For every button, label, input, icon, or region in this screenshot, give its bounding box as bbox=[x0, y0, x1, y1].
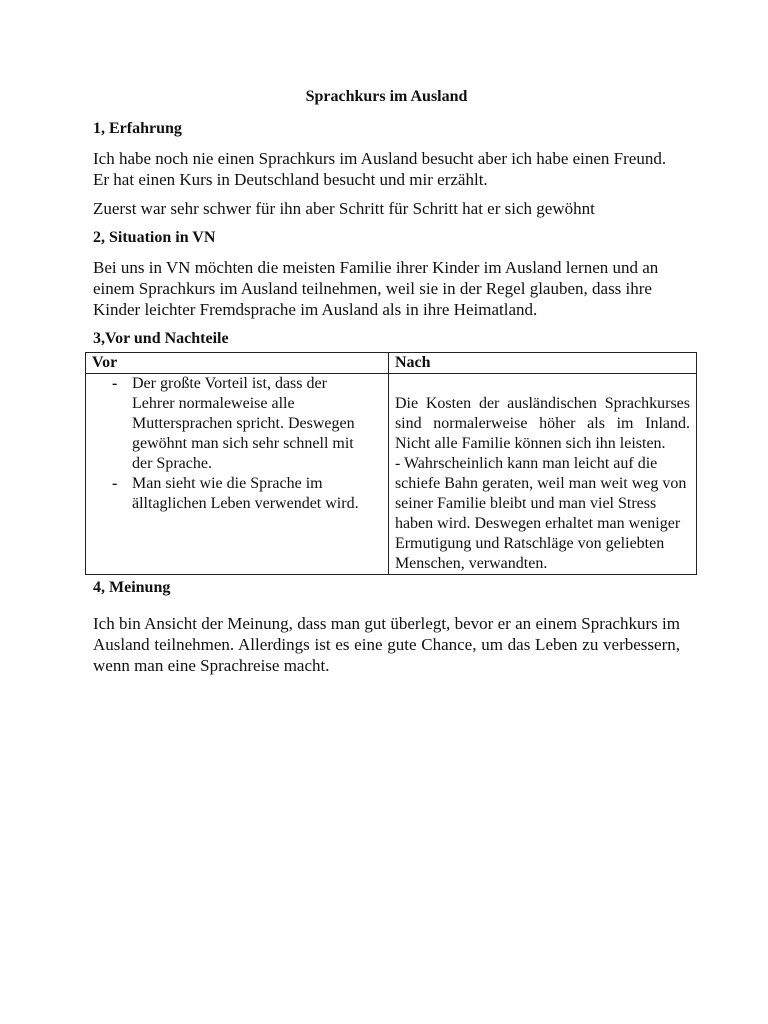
nach-paragraph-2: - Wahrscheinlich kann man leicht auf die schiefe Bahn geraten, weil man weit weg von seiner Familie bleibt und man viel Stress haben wird. Deswegen erhaltet man weniger Ermutigung und Ratschläge von geliebten Menschen, verwandten. bbox=[394, 455, 687, 572]
section-heading-meinung: 4, Meinung bbox=[93, 579, 171, 596]
situation-paragraph: Bei uns in VN möchten die meisten Familie ihrer Kinder im Ausland lernen und an einem Sprachkurs im Ausland teilnehmen, weil sie in der Regel glauben, dass ihre Kinder leichter Fremdsprache im Ausland als in ihre Heimatland. bbox=[93, 258, 659, 319]
section-heading-situation: 2, Situation in VN bbox=[93, 229, 216, 246]
document-title: Sprachkurs im Ausland bbox=[305, 88, 468, 105]
table-header-nach: Nach bbox=[388, 353, 696, 374]
table-row bbox=[86, 374, 697, 575]
table-header-row bbox=[86, 353, 697, 374]
vor-nach-table bbox=[85, 352, 697, 575]
section-heading-vor-nachteile: 3,Vor und Nachteile bbox=[93, 330, 229, 347]
table-header-vor: Vor bbox=[86, 353, 389, 374]
erfahrung-paragraph-2: Zuerst war sehr schwer für ihn aber Schritt für Schritt hat er sich gewöhnt bbox=[93, 199, 595, 218]
vor-list bbox=[92, 374, 372, 514]
vor-cell bbox=[86, 374, 389, 575]
nach-paragraph-1: Die Kosten der ausländischen Sprachkurses sind normalerweise höher als im Inland. Nicht alle Familie können sich ihn leisten. bbox=[394, 395, 690, 452]
section-heading-erfahrung: 1, Erfahrung bbox=[93, 120, 182, 137]
nach-cell bbox=[388, 374, 696, 575]
vor-list-item: - Der großte Vorteil ist, dass der Lehrer normaleweise alle Muttersprachen spricht. Deswegen gewöhnt man sich sehr schnell mit der Sprache. bbox=[132, 374, 372, 474]
meinung-paragraph: Ich bin Ansicht der Meinung, dass man gut überlegt, bevor er an einem Sprachkurs im Ausland teilnehmen. Allerdings ist es eine gute Chance, um das Leben zu verbessern, wenn man eine Sprachreise macht. bbox=[93, 614, 680, 675]
vor-list-item: - Man sieht wie die Sprache im älltaglichen Leben verwendet wird. bbox=[132, 474, 372, 514]
document-page bbox=[92, 86, 690, 676]
erfahrung-paragraph-1: Ich habe noch nie einen Sprachkurs im Ausland besucht aber ich habe einen Freund. Er hat einen Kurs in Deutschland besucht und mir erzählt. bbox=[93, 149, 667, 189]
